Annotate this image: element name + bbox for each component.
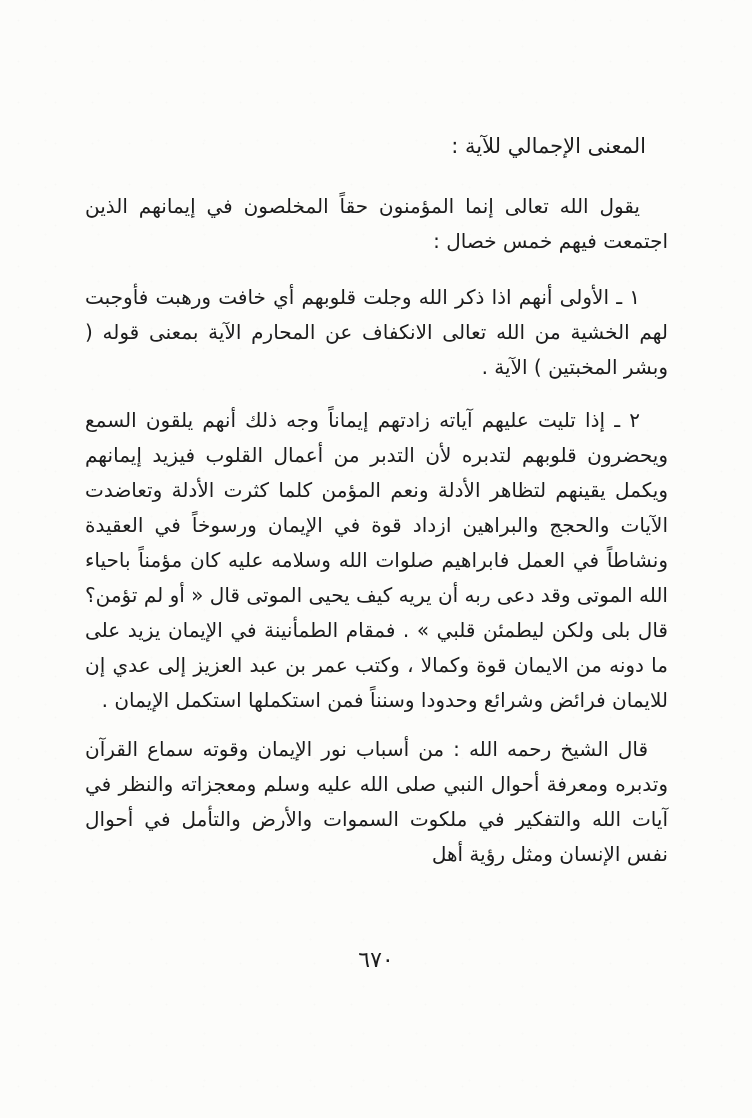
- paragraph-point-1: ١ ـ الأولى أنهم اذا ذكر الله وجلت قلوبهم أي خافت ورهبت فأوجبت لهم الخشية من الله تعالى الانكفاف عن المحارم الآية بمعنى قوله ( وبشر المخبتين ) الآية .: [85, 285, 668, 379]
- paragraph-intro: يقول الله تعالى إنما المؤمنون حقاً المخلصون في إيمانهم الذين اجتمعت فيهم خمس خصال :: [85, 194, 668, 253]
- paragraph-sheikh-quote: قال الشيخ رحمه الله : من أسباب نور الإيمان وقوته سماع القرآن وتدبره ومعرفة أحوال النبي صلى الله عليه وسلم ومعجزاته والنظر في آيات الله والتفكير في ملكوت السموات والأرض والتأمل في أحوال نفس الإنسان ومثل رؤية أهل: [85, 737, 668, 866]
- paragraph-point-2: ٢ ـ إذا تليت عليهم آياته زادتهم إيماناً وجه ذلك أنهم يلقون السمع ويحضرون قلوبهم لتدبره لأن التدبر من أعمال القلوب فيزيد إيمانهم ويكمل يقينهم لتظاهر الأدلة ونعم المؤمن كلما كثرت الأدلة وتعاضدت الآيات والحجج والبراهين ازداد قوة في الإيمان ورسوخاً في العقيدة ونشاطاً في العمل فابراهيم صلوات الله وسلامه عليه كان مؤمناً باحياء الله الموتى وقد دعى ربه أن يريه كيف يحيى الموتى قال « أو لم تؤمن؟ قال بلى ولكن ليطمئن قلبي » . فمقام الطمأنينة في الإيمان يزيد على ما دونه من الايمان قوة وكمالا ، وكتب عمر بن عبد العزيز إلى عدي إن للايمان فرائض وشرائع وحدودا وسنناً فمن استكملها استكمل الإيمان .: [85, 408, 668, 712]
- page-number: ٦٧٠: [358, 948, 394, 973]
- section-heading: المعنى الإجمالي للآية :: [451, 134, 646, 158]
- text-block: [85, 128, 668, 872]
